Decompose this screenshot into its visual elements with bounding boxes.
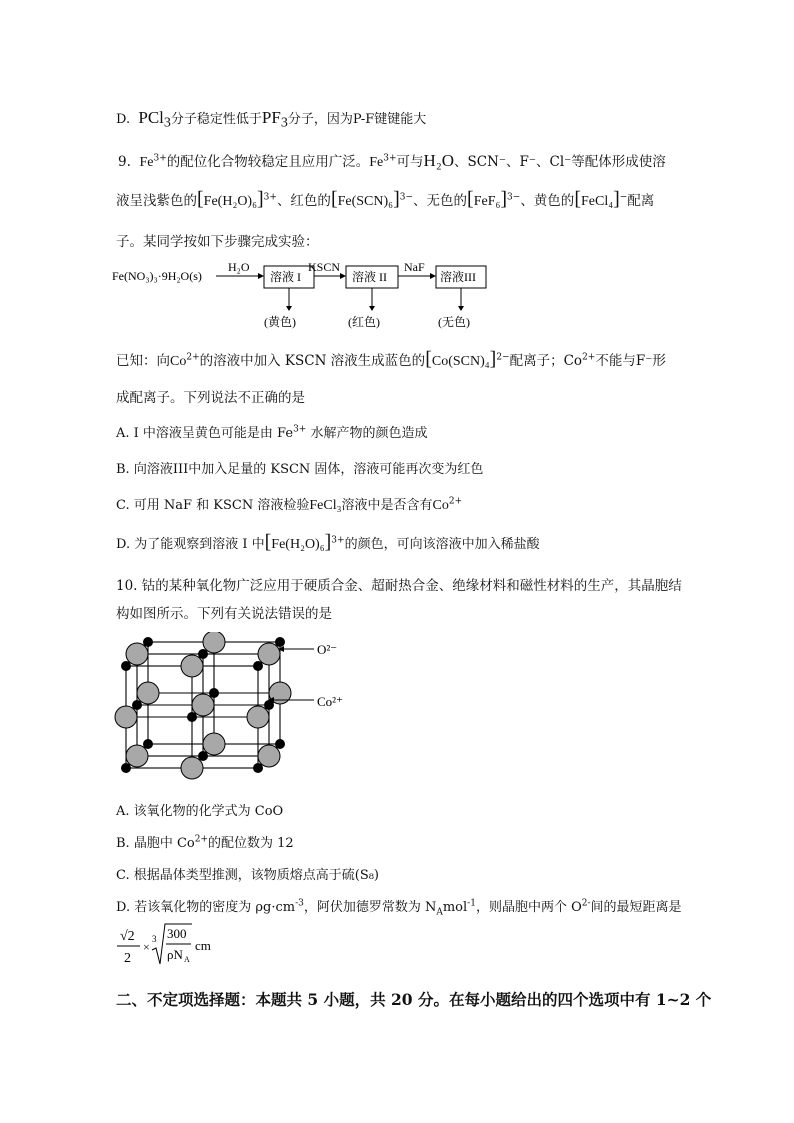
question-10-line-1: 10. 钴的某种氧化物广泛应用于硬质合金、超耐热合金、绝缘材料和磁性材料的生产，其晶胞结 [116,578,682,594]
flow-reagent-2: KSCN [308,260,341,274]
question-9-line-3: 子。某同学按如下步骤完成实验： [116,234,319,250]
label-co2: Co²⁺ [317,694,343,709]
flow-box-3: 溶液III [440,270,476,284]
flow-color-1: (黄色) [264,315,296,329]
flow-reagent-1: H₂O [228,260,250,274]
svg-text:3: 3 [152,934,157,944]
flow-box-1: 溶液 I [270,270,301,284]
question-10-line-2: 构如图所示。下列有关说法错误的是 [116,606,332,622]
svg-text:2: 2 [124,951,131,966]
question-10-option-c: C. 根据晶体类型推测，该物质熔点高于硫(S₈) [116,868,380,883]
svg-text:cm: cm [195,938,211,953]
svg-text:√2: √2 [120,929,135,944]
question-10-option-b: B. 晶胞中 $Co^{2+}$的配位数为 12 [116,834,294,851]
label-o2: O²⁻ [317,642,338,657]
question-9-known-line-2: 成配离子。下列说法不正确的是 [116,390,305,406]
flow-box-2: 溶液 II [352,270,387,284]
svg-text:300: 300 [167,926,187,941]
question-9-option-a: A. I 中溶液呈黄色可能是由 $Fe^{3+}$ 水解产物的颜色造成 [116,424,428,441]
question-10-option-d: D. 若该氧化物的密度为 $\rho g\cdot cm^{-3}$，阿伏加德罗常数为 $N_Amol^{-1}$，则晶胞中两个 $O^{2-}$间的最短距离是 [116,898,682,918]
experiment-flow-diagram [112,258,492,334]
crystal-cell-diagram [112,632,352,782]
distance-formula [114,920,224,972]
question-8-option-d: D. PCl$_3$分子稳定性低于$PF_3$分子，因为P-F键键能大 [116,108,427,131]
svg-text:ρN: ρN [167,947,183,962]
question-9-line-1: 9. $Fe^{3+}$的配位化合物较稳定且应用广泛。$Fe^{3+}$可与H₂O、SCN⁻、F⁻、Cl⁻等配体形成使溶 [118,151,666,170]
question-9-line-2: 液呈浅紫色的$[Fe(H_2O)_6]^{3+}$、红色的$[Fe(SCN)_6]^{3-}$、无色的$[FeF_6]^{3-}$、黄色的[FeCl₄]−配离 [116,188,655,210]
question-9-option-b: B. 向溶液III中加入足量的 KSCN 固体，溶液可能再次变为红色 [116,462,484,477]
flow-color-2: (红色) [348,315,380,329]
svg-text:×: × [143,940,150,954]
flow-start: Fe(NO₃)₃·9H₂O(s) [112,269,202,283]
question-9-option-d: D. 为了能观察到溶液 I 中$[Fe(H_2O)_6]^{3+}$的颜色，可向该溶液中加入稀盐酸 [116,531,540,553]
flow-reagent-3: NaF [404,260,425,274]
question-10-option-a: A. 该氧化物的化学式为 CoO [116,804,284,819]
flow-color-3: (无色) [438,315,470,329]
question-9-known-line-1: 已知：向$Co^{2+}$的溶液中加入 KSCN 溶液生成蓝色的$[Co(SCN)_4]^{2-}$配离子；$Co^{2+}$不能与F⁻形 [116,348,666,370]
question-9-option-c: C. 可用 NaF 和 KSCN 溶液检验FeCl₃溶液中是否含有$Co^{2+}$ [116,496,463,513]
section-2-heading: 二、不定项选择题：本题共 5 小题，共 20 分。在每小题给出的四个选项中有 1~2 个 [116,990,712,1009]
svg-text:A: A [184,955,190,964]
